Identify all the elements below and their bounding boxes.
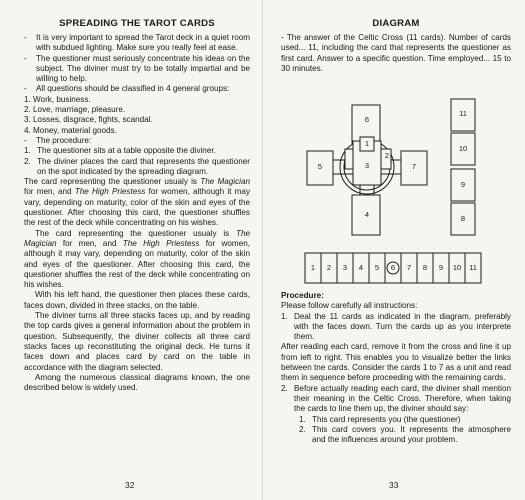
row-card-label: 8 (422, 263, 428, 272)
row-card-label: 7 (406, 263, 412, 272)
left-page-body (24, 33, 250, 393)
procedure-heading: Procedure: (281, 291, 324, 300)
left-page (0, 0, 262, 500)
row-card-label: 2 (326, 263, 332, 272)
card-label-6: 6 (364, 115, 370, 124)
paragraph: After reading each card, remove it from the cross and line it up from left to right. This enables you to visualize better the links between tne cards. Consider the cards 1 to 7 as a unit and read them in sequence before proceeding with the remaining cards. (281, 342, 511, 383)
card-label-8: 8 (460, 214, 466, 223)
celtic-cross-diagram (301, 93, 501, 295)
card-label-2: 2 (384, 151, 390, 160)
card-label-3: 3 (364, 161, 370, 170)
row-card-label: 4 (358, 263, 364, 272)
card-label-10: 10 (458, 144, 468, 153)
row-card-label: 9 (438, 263, 444, 272)
card-label-7: 7 (411, 162, 417, 171)
procedure-step: 2. Before actually reading each card, the diviner shall mention their meaning in the Celtic Cross. Therefore, when taking the cards to line them up, the diviner should say: (281, 383, 511, 414)
group-item: 2. Love, marriage, pleasure. (24, 105, 126, 115)
sub-item: 1. This card represents you (the questioner) (299, 414, 461, 424)
procedure-step: 1. Deal the 11 cards as indicated in the diagram, preferably with the faces down. Turn the cards up as you interprete them. (281, 311, 511, 342)
procedure-section (281, 289, 511, 445)
paragraph: The diviner turns all three stacks faces up, and by reading the top cards gives a general information about the problem in question. Subsequently, the diviner collects all three card stacks faces up reconstituting the original deck. He turns it faces down and places card by card on the table in accordance with the diagram selected. (24, 311, 250, 372)
diagram-intro: - The answer of the Celtic Cross (11 cards). Number of cards used... 11, including the card that represents the questioner as first card. Answer to a specific question. Time employed... 15 to 30 minutes. (281, 33, 511, 73)
row-card-label: 6 (390, 263, 396, 272)
paragraph: The card representing the questioner usualy is The Magician for men, and The High Priestess for women, although it may vary, depending on maturity, color of the skin and eyes of the questioner. After choosing this card, the questioner shuffles the rest of the deck while concentrating on his wishes. (24, 177, 251, 228)
group-item: 3. Losses, disgrace, fights, scandal. (24, 115, 153, 125)
card-label-9: 9 (460, 180, 466, 189)
right-page-title: DIAGRAM (372, 18, 420, 29)
page-number: 32 (125, 480, 135, 490)
card-label-5: 5 (317, 162, 323, 171)
sub-item: 2. This card covers you. It represents the atmosphere and the influences around your problem. (299, 424, 511, 445)
procedure-step: 2. The diviner places the card that represents the questioner on the spot indicated by the spreading diagram. (24, 156, 250, 176)
row-card-label: 10 (452, 263, 462, 272)
bullet-item: - It is very important to spread the Tarot deck in a quiet room with subdued lighting. Make sure you really feel at ease. (24, 33, 250, 53)
paragraph: The card representing the questioner usualy is The Magician for men, and The High Priestess for women, although it may vary, depending on maturity, color of the skin and eyes of the questioner. After choosing this card, the questioner shuffles the rest of the deck while concentrating on his wishes. (24, 228, 250, 290)
procedure-step: 1. The questioner sits at a table opposite the diviner. (24, 146, 216, 156)
row-card-label: 3 (342, 263, 348, 272)
bullet-item: - All questions should be classified in 4 general groups: (24, 84, 230, 94)
left-page-title: SPREADING THE TAROT CARDS (59, 18, 215, 29)
bullet-item: - The procedure: (24, 135, 92, 145)
card-label-1: 1 (364, 139, 370, 148)
page-number: 33 (389, 480, 399, 490)
bullet-item: - The questioner must seriously concentrate his ideas on the subject. The diviner must try to be totally impartial and be willing to help. (24, 53, 250, 84)
paragraph: With his left hand, the questioner then places these cards, faces down, divided in three stacks, on the table. (24, 290, 250, 310)
row-card-label: 1 (310, 263, 316, 272)
right-page (263, 0, 525, 500)
card-label-4: 4 (364, 210, 370, 219)
group-item: 1. Work, business. (24, 94, 91, 104)
paragraph: Among the numerous classical diagrams known, the one described below is widely used. (24, 372, 250, 393)
group-item: 4. Money, material goods. (24, 125, 117, 135)
row-card-label: 11 (469, 263, 477, 272)
procedure-intro: Please follow carefully all instructions: (281, 301, 418, 311)
row-card-label: 5 (374, 263, 380, 272)
card-label-11: 11 (459, 109, 467, 118)
